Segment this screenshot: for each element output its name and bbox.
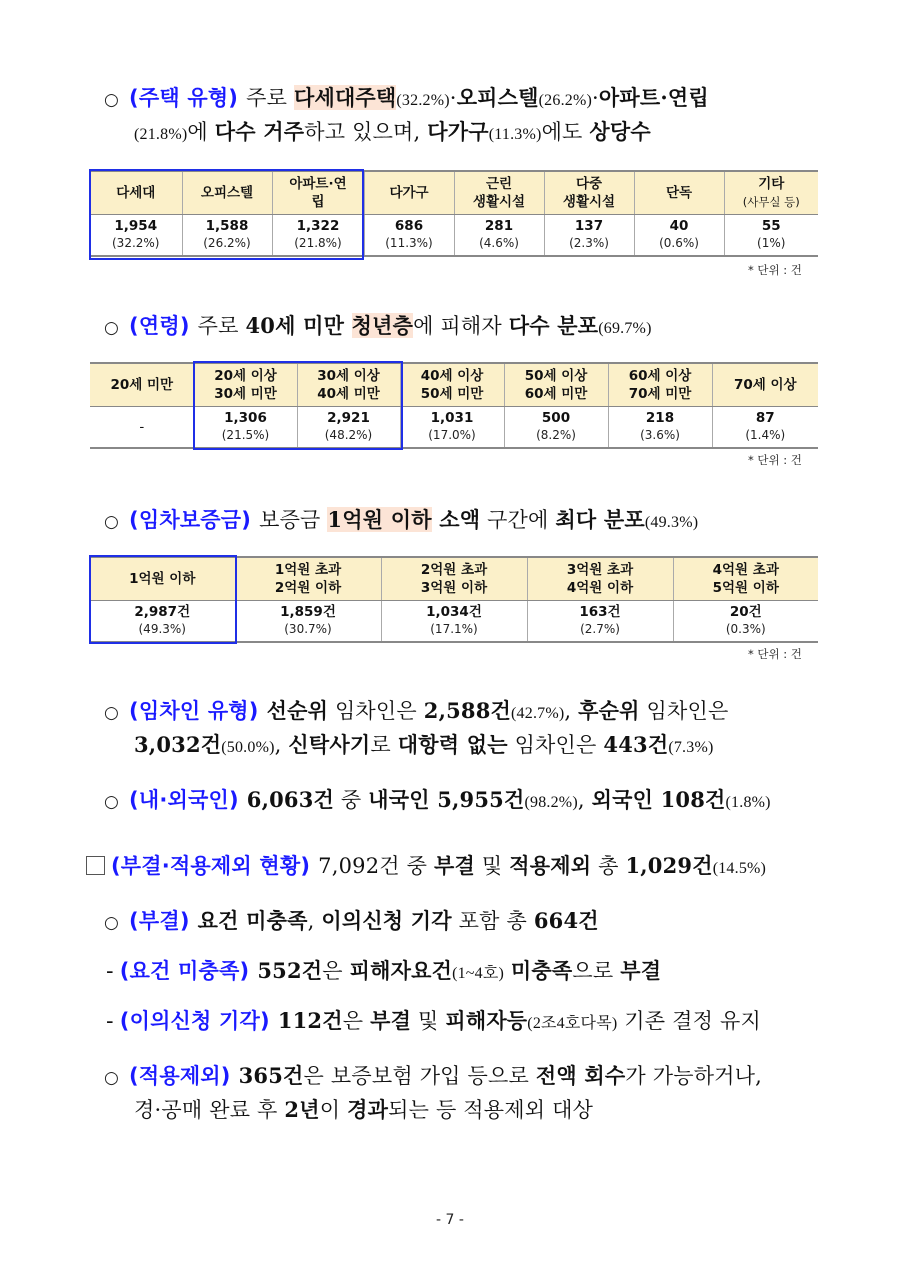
cell-count: 87 <box>755 410 775 426</box>
cell-count: 137 <box>574 218 604 234</box>
text-run: 피해자요건 <box>349 958 453 983</box>
table-cell <box>182 215 272 257</box>
table-row <box>90 601 818 643</box>
text-run: 피해자등 <box>445 1008 528 1033</box>
text-run: 총 <box>591 854 626 878</box>
table-header-row <box>90 363 818 407</box>
text-run: 보증금 <box>259 508 328 532</box>
text-run: 기존 결정 유지 <box>617 1009 761 1033</box>
cell-percent: (1.4%) <box>745 428 786 442</box>
column-header: 40세 이상 50세 미만 <box>400 363 504 407</box>
text-run: 6,063건 <box>246 787 335 812</box>
circle-bullet-icon: ○ <box>104 913 120 933</box>
text-run: 최다 분포 <box>555 507 645 532</box>
column-header: 20세 이상 30세 미만 <box>194 363 297 407</box>
text-run: 은 <box>322 959 350 983</box>
table-header-row <box>90 557 818 601</box>
text-run: , <box>274 733 289 757</box>
table-cell <box>544 215 634 257</box>
cell-count: 1,322 <box>296 218 340 234</box>
cell-count: 40 <box>669 218 689 234</box>
text-run: 선순위 <box>266 698 329 723</box>
table-cell <box>272 215 364 257</box>
dash-bullet-icon: - <box>106 1009 114 1033</box>
text-run: 664건 <box>533 908 599 933</box>
exclusion-line-1 <box>104 1062 762 1092</box>
column-header: 다세대 <box>90 171 182 215</box>
reject-sub-tag: (부결) <box>129 909 190 933</box>
table-cell <box>90 215 182 257</box>
text-run: 443건 <box>603 732 669 757</box>
text-run: 다가구 <box>427 119 489 144</box>
table-cell <box>673 601 818 643</box>
text-run: 상당수 <box>589 119 651 144</box>
cell-percent: (2.7%) <box>580 622 620 636</box>
table-cell <box>90 601 235 643</box>
circle-bullet-icon: ○ <box>104 318 120 338</box>
text-run: 이의신청 기각 <box>321 908 452 933</box>
text-run: (50.0%) <box>221 739 275 756</box>
text-run: · <box>592 86 599 110</box>
rejection-line <box>86 852 766 883</box>
cell-percent: (49.3%) <box>138 622 186 636</box>
text-run: 7,092건 중 <box>318 854 435 878</box>
text-run: 이 <box>319 1098 348 1122</box>
text-run: (98.2%) <box>524 794 578 811</box>
column-header: 1억원 이하 <box>90 557 235 601</box>
text-run: 은 <box>342 1009 371 1033</box>
text-run: 2,588건 <box>423 698 512 723</box>
age-line-1 <box>104 312 652 343</box>
unit-note: * 단위 : 건 <box>748 647 802 661</box>
text-run: 및 <box>475 854 510 878</box>
cell-count: 500 <box>541 410 571 426</box>
text-run: 주로 <box>246 86 294 110</box>
cell-percent: (3.6%) <box>640 428 680 442</box>
text-run: · <box>449 86 457 110</box>
text-run: 에 <box>187 120 215 144</box>
deposit-line-1 <box>104 506 698 537</box>
unit-note: * 단위 : 건 <box>748 263 802 277</box>
text-run: 경과 <box>347 1097 389 1122</box>
cell-count: 2,987건 <box>134 604 191 620</box>
text-run: (14.5%) <box>712 860 767 877</box>
text-run: 전액 회수 <box>535 1063 626 1088</box>
text-run: 다수 분포 <box>508 313 599 338</box>
text-run: 가 가능하거나, <box>625 1064 763 1088</box>
cell-percent: (21.5%) <box>221 428 270 442</box>
text-run <box>504 959 511 983</box>
table-cell <box>194 407 297 449</box>
text-run: 으로 <box>572 959 621 983</box>
table-cell <box>297 407 400 449</box>
table-cell <box>90 407 194 449</box>
dash-bullet-icon: - <box>106 959 114 983</box>
text-run: , <box>564 699 579 723</box>
text-run: 3,032건 <box>134 732 222 757</box>
cell-count: 1,954 <box>114 218 158 234</box>
table-cell <box>504 407 608 449</box>
text-run: (69.7%) <box>598 320 652 337</box>
column-header: 1억원 초과 2억원 이하 <box>235 557 381 601</box>
text-run: 552건 <box>257 958 323 983</box>
nationality-line <box>104 786 771 817</box>
cell-percent: (17.1%) <box>430 622 478 636</box>
column-header: 아파트·연 립 <box>272 171 364 215</box>
text-run: 다세대주택 <box>293 85 397 110</box>
cell-percent: (11.3%) <box>385 236 433 250</box>
text-run: 에 피해자 <box>413 314 509 338</box>
text-run: 요건 미충족 <box>197 908 308 933</box>
cell-count: 55 <box>761 218 781 234</box>
text-run: 부결 <box>434 853 475 878</box>
rejection-tag: (부결·적용제외 현황) <box>111 854 311 878</box>
age-table <box>90 362 818 449</box>
text-run: 외국인 108건 <box>591 787 726 812</box>
column-header: 20세 미만 <box>90 363 194 407</box>
table-header-row <box>90 171 818 215</box>
table-cell <box>608 407 712 449</box>
column-header: 70세 이상 <box>712 363 818 407</box>
text-run: 112건 <box>277 1008 343 1033</box>
text-run: 내국인 5,955건 <box>368 787 525 812</box>
text-run: 미충족 <box>510 958 573 983</box>
cell-percent: (0.3%) <box>725 622 766 636</box>
table-cell <box>381 601 527 643</box>
column-header: 2억원 초과 3억원 이하 <box>381 557 527 601</box>
text-run: 365건 <box>238 1063 304 1088</box>
circle-bullet-icon: ○ <box>104 703 120 723</box>
tenant-line-1 <box>104 697 728 728</box>
text-run: (21.8%) <box>134 126 188 143</box>
text-run: 2년 <box>284 1097 320 1122</box>
cell-count: 1,034건 <box>426 604 482 620</box>
text-run: (32.2%) <box>396 92 450 109</box>
circle-bullet-icon: ○ <box>104 512 120 532</box>
cell-count: 1,031 <box>430 410 474 426</box>
deposit-table <box>90 556 818 643</box>
unit-note: * 단위 : 건 <box>748 453 802 467</box>
column-header: 3억원 초과 4억원 이하 <box>527 557 673 601</box>
circle-bullet-icon: ○ <box>104 90 120 110</box>
req-unmet-tag: (요건 미충족) <box>119 959 250 983</box>
text-run: 청년층 <box>351 313 414 338</box>
housing-tag: (주택 유형) <box>129 86 239 110</box>
text-run: 부결 <box>620 958 662 983</box>
column-header-note: (사무실 등) <box>742 195 800 209</box>
table-cell <box>400 407 504 449</box>
cell-count: 1,588 <box>205 218 249 234</box>
exclusion-line-2 <box>134 1096 593 1124</box>
text-run: (49.3%) <box>644 514 699 531</box>
text-run: 다수 거주 <box>214 119 305 144</box>
text-run: (11.3%) <box>488 126 542 143</box>
text-run: , <box>577 788 592 812</box>
text-run: 1,029건 <box>625 853 713 878</box>
nationality-tag: (내·외국인) <box>129 788 239 812</box>
table-cell <box>364 215 454 257</box>
column-header: 오피스텔 <box>182 171 272 215</box>
text-run: 구간에 <box>480 508 556 532</box>
text-run: 에도 <box>541 120 590 144</box>
column-header: 근린 생활시설 <box>454 171 544 215</box>
cell-count: 686 <box>394 218 424 234</box>
text-run: , <box>307 909 322 933</box>
age-tag: (연령) <box>129 314 190 338</box>
column-header: 다중 생활시설 <box>544 171 634 215</box>
cell-percent: (48.2%) <box>324 428 373 442</box>
square-bullet-icon <box>86 856 105 875</box>
cell-count: 20건 <box>729 604 762 620</box>
cell-count: 1,859건 <box>280 604 336 620</box>
cell-count: 218 <box>645 410 675 426</box>
text-run: 적용제외 <box>509 853 592 878</box>
text-run: 임차인은 <box>328 699 424 723</box>
cell-percent: (1%) <box>757 236 786 250</box>
text-run: 후순위 <box>578 698 640 723</box>
text-run: 포함 총 <box>451 909 534 933</box>
column-header: 다가구 <box>364 171 454 215</box>
cell-percent: (4.6%) <box>479 236 519 250</box>
cell-percent: (32.2%) <box>112 236 160 250</box>
text-run: (26.2%) <box>538 92 593 109</box>
deposit-tag: (임차보증금) <box>129 508 252 532</box>
cell-count: 2,921 <box>327 410 370 426</box>
cell-count: 163건 <box>579 604 621 620</box>
circle-bullet-icon: ○ <box>104 1068 120 1088</box>
cell-percent: (2.3%) <box>569 236 609 250</box>
text-run: 임차인은 <box>639 699 729 723</box>
text-run: (42.7%) <box>511 705 565 722</box>
text-run: 중 <box>334 788 369 812</box>
table-cell <box>454 215 544 257</box>
cell-percent: (0.6%) <box>659 236 699 250</box>
table-row <box>90 407 818 449</box>
text-run: (2조4호다목) <box>527 1015 618 1032</box>
text-run: (7.3%) <box>668 739 714 756</box>
column-header: 60세 이상 70세 미만 <box>608 363 712 407</box>
cell-percent: (17.0%) <box>428 428 476 442</box>
text-run: 오피스텔 <box>456 85 539 110</box>
text-run: 40세 미만 <box>245 313 352 338</box>
table-cell <box>634 215 724 257</box>
tenant-tag: (임차인 유형) <box>129 699 259 723</box>
table-row <box>90 215 818 257</box>
cell-percent: (26.2%) <box>203 236 251 250</box>
text-run: 로 <box>370 733 398 757</box>
cell-percent: (21.8%) <box>294 236 342 250</box>
text-run: (1.8%) <box>725 794 771 811</box>
req-unmet-line <box>106 957 661 988</box>
text-run: 하고 있으며, <box>304 120 428 144</box>
text-run: 1억원 이하 <box>327 507 432 532</box>
cell-count: 281 <box>484 218 514 234</box>
text-run: 주로 <box>197 314 246 338</box>
tenant-line-2 <box>134 731 714 762</box>
page-number: - 7 - <box>436 1212 464 1228</box>
appeal-rejected-line <box>106 1007 761 1038</box>
text-run: 및 <box>411 1009 446 1033</box>
reject-sub-line <box>104 907 599 937</box>
text-run: 신탁사기 <box>288 732 371 757</box>
text-run: 소액 <box>431 507 481 532</box>
circle-bullet-icon: ○ <box>104 792 120 812</box>
cell-percent: (8.2%) <box>536 428 576 442</box>
text-run: 부결 <box>370 1008 412 1033</box>
table-cell <box>724 215 818 257</box>
text-run: 되는 등 적용제외 대상 <box>388 1098 594 1122</box>
cell-count: - <box>139 418 145 435</box>
cell-percent: (30.7%) <box>284 622 332 636</box>
housing-line-2 <box>134 118 651 149</box>
text-run: 은 보증보험 가입 등으로 <box>303 1064 536 1088</box>
table-cell <box>527 601 673 643</box>
text-run: 임차인은 <box>507 733 604 757</box>
column-header: 기타 (사무실 등) <box>724 171 818 215</box>
column-header: 30세 이상 40세 미만 <box>297 363 400 407</box>
text-run: 대항력 없는 <box>397 732 508 757</box>
table-cell <box>712 407 818 449</box>
housing-type-table <box>90 170 818 257</box>
column-header: 단독 <box>634 171 724 215</box>
exclusion-tag: (적용제외) <box>129 1064 231 1088</box>
table-cell <box>235 601 381 643</box>
housing-line-1 <box>104 84 709 115</box>
text-run: (1~4호) <box>452 965 505 982</box>
text-run: 아파트·연립 <box>598 85 709 110</box>
column-header: 50세 이상 60세 미만 <box>504 363 608 407</box>
cell-count: 1,306 <box>224 410 267 426</box>
appeal-rejected-tag: (이의신청 기각) <box>119 1009 270 1033</box>
text-run: 경·공매 완료 후 <box>134 1098 285 1122</box>
column-header: 4억원 초과 5억원 이하 <box>673 557 818 601</box>
